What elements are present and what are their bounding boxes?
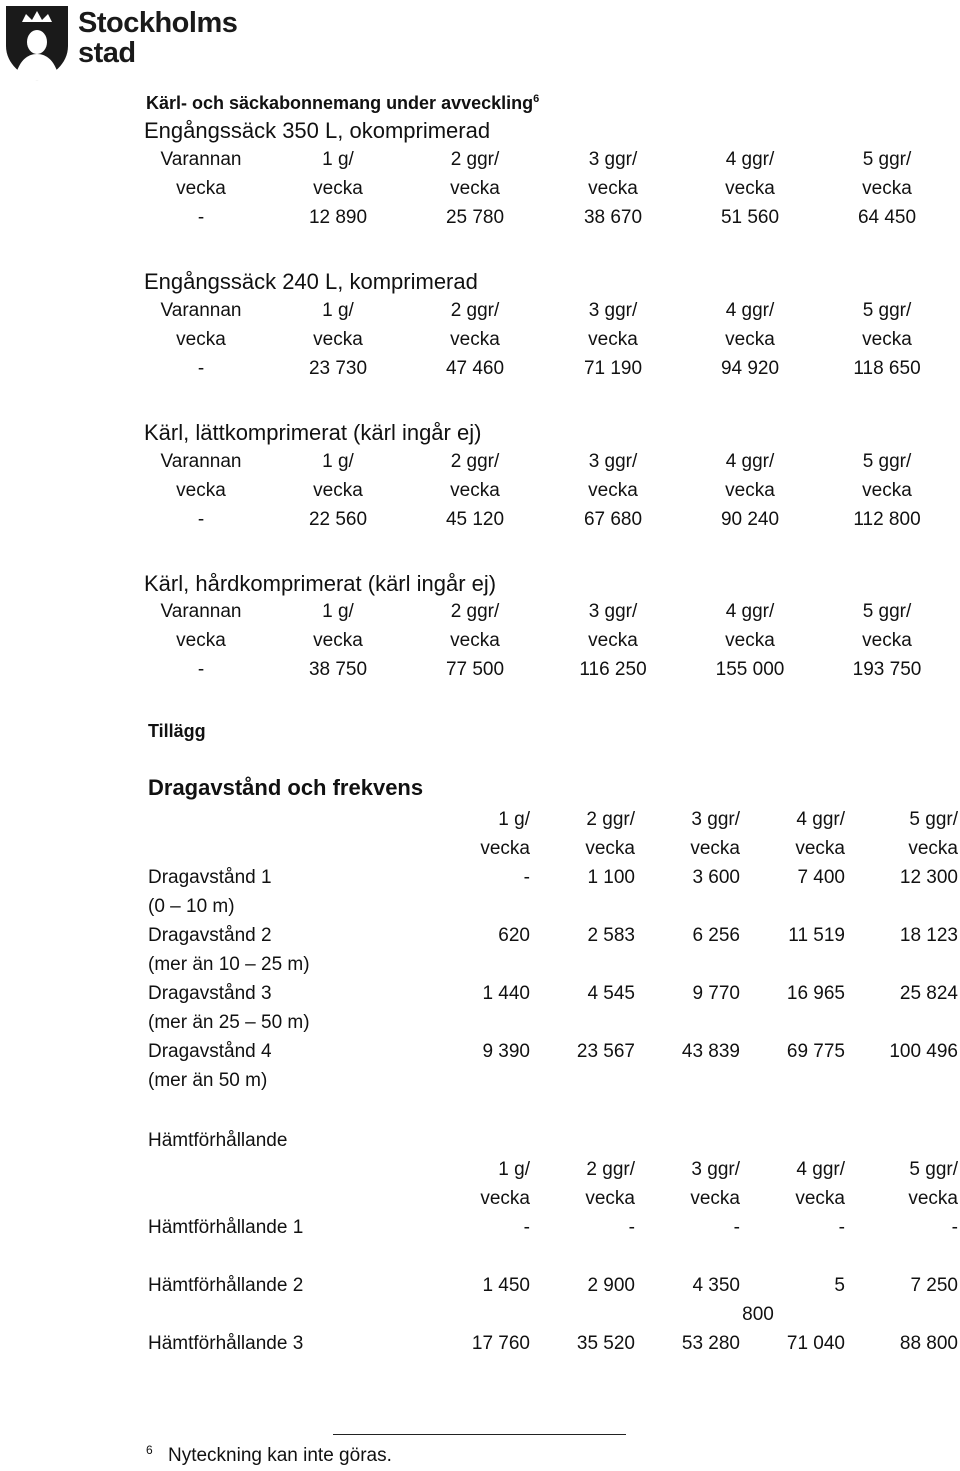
price-table bbox=[140, 601, 940, 688]
drag-value: 2 583 bbox=[587, 925, 635, 946]
hamt-value: - bbox=[951, 1217, 958, 1238]
drag-col-header: vecka bbox=[480, 838, 530, 859]
spacer-row bbox=[148, 1246, 960, 1275]
freq-header: vecka bbox=[176, 329, 226, 350]
price-value: 51 560 bbox=[720, 207, 780, 228]
hamt-value: 2 900 bbox=[587, 1275, 635, 1296]
price-table bbox=[140, 451, 940, 538]
drag-col-header: vecka bbox=[585, 838, 635, 859]
hamt-value: 5 bbox=[834, 1275, 845, 1296]
freq-header: vecka bbox=[725, 178, 775, 199]
drag-value: 12 300 bbox=[899, 867, 958, 888]
drag-row bbox=[148, 925, 960, 954]
drag-col-header: 1 g/ bbox=[498, 809, 530, 830]
drag-value: 1 100 bbox=[587, 867, 635, 888]
stockholm-logo bbox=[2, 2, 252, 82]
drag-row-label: Dragavstånd 3 bbox=[148, 983, 272, 1004]
footnote-ref: 6 bbox=[533, 93, 540, 105]
drag-row-range: (mer än 50 m) bbox=[148, 1070, 268, 1091]
freq-header: vecka bbox=[725, 630, 775, 651]
section-title: Engångssäck 240 L, komprimerad bbox=[144, 269, 478, 294]
freq-header: 5 ggr/ bbox=[862, 451, 912, 472]
freq-header-row bbox=[140, 300, 940, 329]
price-table bbox=[140, 149, 940, 236]
freq-header: vecka bbox=[862, 480, 912, 501]
footnote bbox=[146, 1443, 392, 1467]
freq-header: 2 ggr/ bbox=[450, 451, 500, 472]
freq-header: Varannan bbox=[160, 451, 242, 472]
hamt-value: 7 250 bbox=[910, 1275, 958, 1296]
logo-line-1: Stockholms bbox=[78, 7, 238, 39]
hamt-value: 4 350 bbox=[692, 1275, 740, 1296]
drag-table bbox=[148, 809, 960, 1099]
price-value: - bbox=[197, 659, 205, 680]
freq-header: vecka bbox=[588, 329, 638, 350]
price-value: 23 730 bbox=[308, 358, 368, 379]
freq-header: Varannan bbox=[160, 300, 242, 321]
price-value: 71 190 bbox=[583, 358, 643, 379]
hamt-value: 17 760 bbox=[471, 1333, 530, 1354]
freq-header-row bbox=[140, 630, 940, 659]
drag-row bbox=[148, 1041, 960, 1070]
hamt-value: - bbox=[523, 1217, 530, 1238]
freq-header-row bbox=[140, 178, 940, 207]
freq-header: 2 ggr/ bbox=[450, 601, 500, 622]
drag-value: 18 123 bbox=[899, 925, 958, 946]
drag-value: 11 519 bbox=[788, 925, 845, 946]
drag-value: 25 824 bbox=[899, 983, 958, 1004]
drag-value: 1 440 bbox=[482, 983, 530, 1004]
price-row bbox=[140, 509, 940, 538]
price-value: - bbox=[197, 207, 205, 228]
section-title: Engångssäck 350 L, okomprimerad bbox=[144, 118, 491, 143]
hamt-header-row bbox=[148, 1159, 960, 1188]
hamt-title: Hämtförhållande bbox=[148, 1130, 288, 1151]
freq-header: 1 g/ bbox=[322, 451, 354, 472]
drag-row-range: (mer än 25 – 50 m) bbox=[148, 1012, 310, 1033]
price-value: 38 670 bbox=[583, 207, 643, 228]
price-value: - bbox=[197, 509, 205, 530]
tillagg-heading: Tillägg bbox=[148, 721, 206, 741]
price-row bbox=[140, 207, 940, 236]
logo-wordmark bbox=[78, 8, 237, 68]
freq-header: Varannan bbox=[160, 149, 242, 170]
price-value: 193 750 bbox=[852, 659, 922, 680]
price-value: 45 120 bbox=[445, 509, 505, 530]
freq-header: 5 ggr/ bbox=[862, 601, 912, 622]
drag-row-label: Dragavstånd 1 bbox=[148, 867, 272, 888]
freq-header: vecka bbox=[313, 329, 363, 350]
hamt-value: 71 040 bbox=[786, 1333, 845, 1354]
price-value: 47 460 bbox=[445, 358, 505, 379]
freq-header-row bbox=[140, 149, 940, 178]
hamt-table bbox=[148, 1159, 960, 1362]
hamt-row-wrap bbox=[148, 1304, 960, 1333]
hamt-col-header: 4 ggr/ bbox=[796, 1159, 845, 1180]
freq-header: 3 ggr/ bbox=[588, 149, 638, 170]
section-heading bbox=[146, 93, 539, 114]
price-value: 90 240 bbox=[720, 509, 780, 530]
hamt-col-header: vecka bbox=[480, 1188, 530, 1209]
freq-header: 1 g/ bbox=[322, 300, 354, 321]
freq-header-row bbox=[140, 601, 940, 630]
hamt-row-label: Hämtförhållande 2 bbox=[148, 1275, 304, 1296]
price-value: - bbox=[197, 358, 205, 379]
freq-header: vecka bbox=[176, 630, 226, 651]
drag-header-row bbox=[148, 838, 960, 867]
drag-title: Dragavstånd och frekvens bbox=[148, 775, 424, 800]
freq-header: 1 g/ bbox=[322, 601, 354, 622]
drag-row-range: (0 – 10 m) bbox=[148, 896, 235, 917]
drag-value: 7 400 bbox=[797, 867, 845, 888]
freq-header: Varannan bbox=[160, 601, 242, 622]
section-title: Kärl, lättkomprimerat (kärl ingår ej) bbox=[144, 420, 482, 445]
price-value: 112 800 bbox=[853, 509, 921, 530]
price-value: 25 780 bbox=[445, 207, 505, 228]
freq-header: vecka bbox=[450, 178, 500, 199]
drag-col-header: vecka bbox=[690, 838, 740, 859]
hamt-col-header: 3 ggr/ bbox=[691, 1159, 740, 1180]
drag-value: - bbox=[523, 867, 530, 888]
freq-header-row bbox=[140, 329, 940, 358]
hamt-col-header: vecka bbox=[690, 1188, 740, 1209]
drag-value: 9 770 bbox=[692, 983, 740, 1004]
price-value: 22 560 bbox=[308, 509, 368, 530]
drag-value: 4 545 bbox=[587, 983, 635, 1004]
hamt-value: 53 280 bbox=[681, 1333, 740, 1354]
freq-header: 3 ggr/ bbox=[588, 601, 638, 622]
section-heading-text: Kärl- och säckabonnemang under avveckling bbox=[146, 93, 534, 113]
price-row bbox=[140, 659, 940, 688]
hamt-value-wrap: 800 bbox=[742, 1304, 774, 1325]
drag-row-sub bbox=[148, 896, 960, 925]
drag-col-header: 4 ggr/ bbox=[796, 809, 845, 830]
drag-value: 16 965 bbox=[786, 983, 845, 1004]
hamt-col-header: 5 ggr/ bbox=[909, 1159, 958, 1180]
hamt-value: 88 800 bbox=[899, 1333, 958, 1354]
freq-header: 4 ggr/ bbox=[725, 300, 775, 321]
freq-header: vecka bbox=[450, 630, 500, 651]
freq-header: 3 ggr/ bbox=[588, 451, 638, 472]
logo-line-2: stad bbox=[78, 37, 136, 69]
price-value: 118 650 bbox=[853, 358, 921, 379]
drag-row-label: Dragavstånd 2 bbox=[148, 925, 272, 946]
freq-header: vecka bbox=[176, 480, 226, 501]
freq-header: vecka bbox=[862, 329, 912, 350]
drag-row-label: Dragavstånd 4 bbox=[148, 1041, 272, 1062]
freq-header: vecka bbox=[588, 630, 638, 651]
price-value: 38 750 bbox=[308, 659, 368, 680]
drag-value: 100 496 bbox=[889, 1041, 958, 1062]
freq-header: vecka bbox=[313, 178, 363, 199]
drag-value: 6 256 bbox=[692, 925, 740, 946]
drag-row-sub bbox=[148, 1012, 960, 1041]
hamt-col-header: 2 ggr/ bbox=[586, 1159, 635, 1180]
freq-header: vecka bbox=[725, 329, 775, 350]
freq-header: vecka bbox=[450, 329, 500, 350]
freq-header: vecka bbox=[588, 480, 638, 501]
hamt-row bbox=[148, 1217, 960, 1246]
hamt-value: - bbox=[838, 1217, 845, 1238]
freq-header: 5 ggr/ bbox=[862, 300, 912, 321]
footnote-divider bbox=[333, 1434, 626, 1435]
city-shield-icon bbox=[2, 2, 72, 82]
freq-header: 2 ggr/ bbox=[450, 300, 500, 321]
freq-header: 2 ggr/ bbox=[450, 149, 500, 170]
freq-header: vecka bbox=[725, 480, 775, 501]
freq-header: vecka bbox=[176, 178, 226, 199]
price-value: 64 450 bbox=[857, 207, 917, 228]
hamt-row-label: Hämtförhållande 3 bbox=[148, 1333, 304, 1354]
drag-row-sub bbox=[148, 1070, 960, 1099]
hamt-row bbox=[148, 1275, 960, 1304]
hamt-value: 35 520 bbox=[576, 1333, 635, 1354]
price-value: 67 680 bbox=[583, 509, 643, 530]
hamt-col-header: vecka bbox=[908, 1188, 958, 1209]
drag-value: 9 390 bbox=[482, 1041, 530, 1062]
freq-header: vecka bbox=[450, 480, 500, 501]
hamt-col-header: vecka bbox=[795, 1188, 845, 1209]
freq-header-row bbox=[140, 451, 940, 480]
hamt-col-header: vecka bbox=[585, 1188, 635, 1209]
hamt-value: - bbox=[628, 1217, 635, 1238]
freq-header: vecka bbox=[313, 630, 363, 651]
drag-value: 3 600 bbox=[692, 867, 740, 888]
hamt-row bbox=[148, 1333, 960, 1362]
price-value: 94 920 bbox=[720, 358, 780, 379]
drag-row-sub bbox=[148, 954, 960, 983]
footnote-number: 6 bbox=[146, 1443, 153, 1457]
drag-col-header: 2 ggr/ bbox=[586, 809, 635, 830]
drag-value: 43 839 bbox=[681, 1041, 740, 1062]
hamt-header-row bbox=[148, 1188, 960, 1217]
freq-header: 5 ggr/ bbox=[862, 149, 912, 170]
drag-header-row bbox=[148, 809, 960, 838]
drag-value: 620 bbox=[498, 925, 530, 946]
freq-header: vecka bbox=[588, 178, 638, 199]
section-title: Kärl, hårdkomprimerat (kärl ingår ej) bbox=[144, 571, 497, 596]
drag-col-header: vecka bbox=[795, 838, 845, 859]
freq-header: vecka bbox=[862, 178, 912, 199]
freq-header: 4 ggr/ bbox=[725, 451, 775, 472]
price-value: 116 250 bbox=[579, 659, 647, 680]
hamt-col-header: 1 g/ bbox=[498, 1159, 530, 1180]
drag-col-header: 3 ggr/ bbox=[691, 809, 740, 830]
drag-row bbox=[148, 983, 960, 1012]
hamt-row-label: Hämtförhållande 1 bbox=[148, 1217, 304, 1238]
drag-col-header: vecka bbox=[908, 838, 958, 859]
freq-header: 3 ggr/ bbox=[588, 300, 638, 321]
price-value: 77 500 bbox=[445, 659, 505, 680]
drag-col-header: 5 ggr/ bbox=[909, 809, 958, 830]
freq-header: 4 ggr/ bbox=[725, 601, 775, 622]
hamt-value: 1 450 bbox=[482, 1275, 530, 1296]
hamt-value: - bbox=[733, 1217, 740, 1238]
freq-header: 1 g/ bbox=[322, 149, 354, 170]
freq-header-row bbox=[140, 480, 940, 509]
price-value: 12 890 bbox=[308, 207, 368, 228]
price-row bbox=[140, 358, 940, 387]
drag-value: 23 567 bbox=[576, 1041, 635, 1062]
price-table bbox=[140, 300, 940, 387]
freq-header: vecka bbox=[313, 480, 363, 501]
drag-row-range: (mer än 10 – 25 m) bbox=[148, 954, 310, 975]
freq-header: vecka bbox=[862, 630, 912, 651]
drag-value: 69 775 bbox=[786, 1041, 845, 1062]
drag-row bbox=[148, 867, 960, 896]
price-value: 155 000 bbox=[715, 659, 785, 680]
freq-header: 4 ggr/ bbox=[725, 149, 775, 170]
footnote-text: Nyteckning kan inte göras. bbox=[167, 1445, 392, 1467]
